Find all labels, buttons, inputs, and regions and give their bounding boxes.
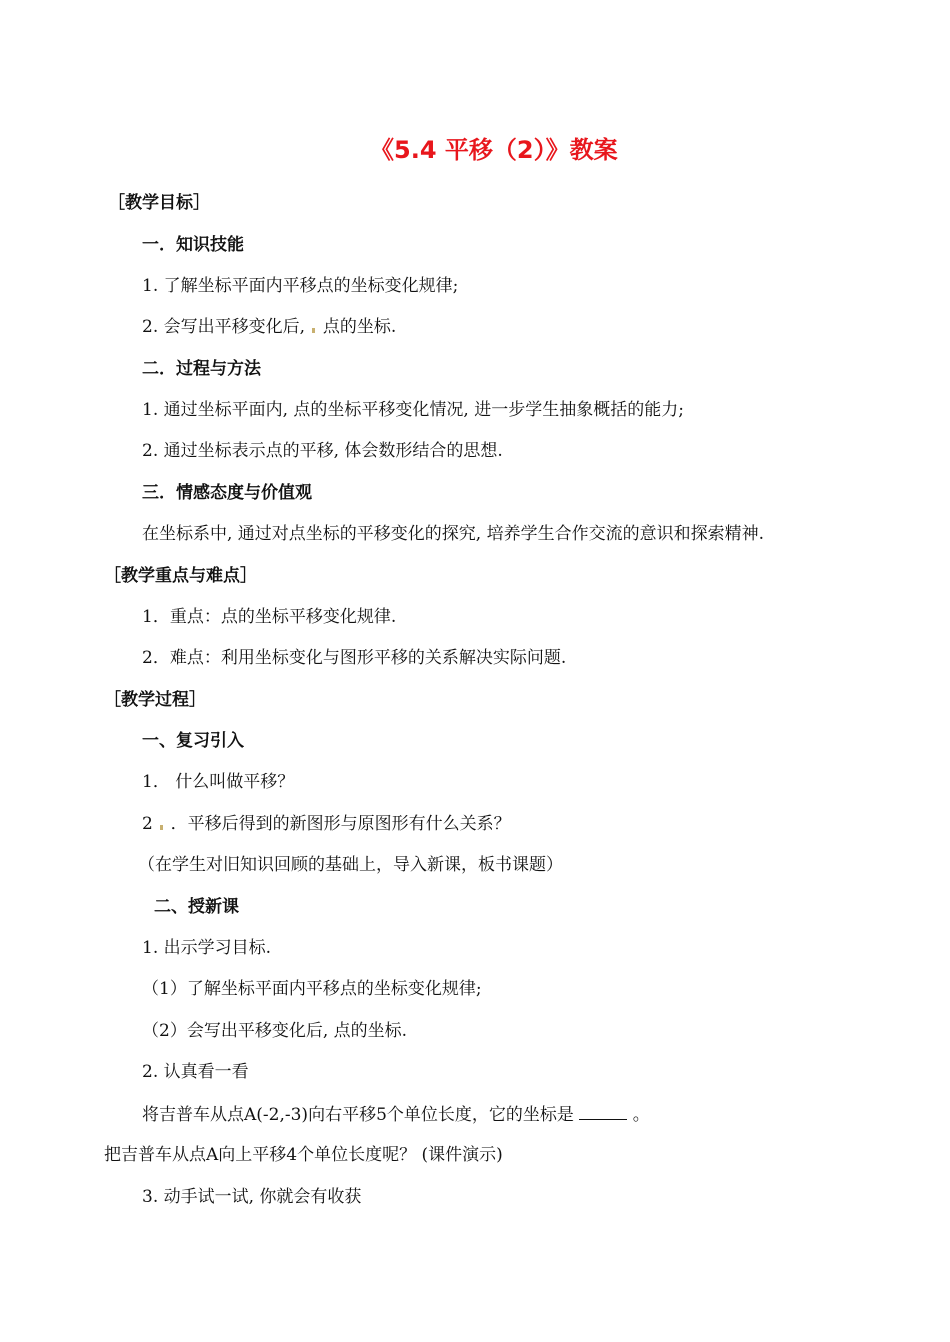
- process-item-1: 1. 通过坐标平面内, 点的坐标平移变化情况, 进一步学生抽象概括的能力;: [142, 400, 684, 420]
- document-title: 《5.4 平移（2）》教案: [370, 136, 618, 164]
- review-question-2-text: ．平移后得到的新图形与原图形有什么关系？: [170, 814, 511, 834]
- key-point-1: 1．重点：点的坐标平移变化规律.: [142, 607, 397, 627]
- knowledge-item-2: [142, 316, 396, 338]
- objectives-heading: ［教学目标］: [108, 193, 210, 213]
- jeep-question-2: 把吉普车从点A向上平移4个单位长度呢？ (课件演示): [104, 1145, 503, 1165]
- new-lesson-item-3: 3. 动手试一试, 你就会有收获: [142, 1187, 362, 1207]
- knowledge-item-1: 1. 了解坐标平面内平移点的坐标变化规律;: [142, 276, 459, 296]
- jeep-question-1: [142, 1103, 650, 1126]
- new-lesson-goal-2: （2）会写出平移变化后, 点的坐标.: [142, 1021, 408, 1041]
- emotion-text: 在坐标系中, 通过对点坐标的平移变化的探究, 培养学生合作交流的意识和探索精神.: [142, 524, 765, 544]
- stray-mark: [160, 825, 163, 830]
- answer-blank: [579, 1103, 627, 1120]
- procedure-heading: ［教学过程］: [104, 690, 206, 710]
- key-point-2: 2．难点：利用坐标变化与图形平移的关系解决实际问题.: [142, 648, 567, 668]
- emotion-heading: 三．情感态度与价值观: [142, 483, 312, 503]
- knowledge-item-2-part-a: 2. 会写出平移变化后,: [142, 317, 306, 337]
- new-lesson-item-2: 2. 认真看一看: [142, 1062, 249, 1082]
- new-lesson-heading: 二、授新课: [154, 897, 239, 917]
- knowledge-item-2-part-b: 点的坐标.: [322, 317, 397, 337]
- jeep-question-1-text: 将吉普车从点A(-2,-3)向右平移5个单位长度，它的坐标是: [142, 1105, 574, 1125]
- review-question-1: 1． 什么叫做平移？: [142, 772, 295, 792]
- stray-mark: [312, 328, 315, 333]
- review-question-2: [142, 813, 511, 835]
- jeep-question-1-end: 。: [632, 1105, 650, 1125]
- process-heading: 二．过程与方法: [142, 359, 261, 379]
- review-note: （在学生对旧知识回顾的基础上，导入新课，板书课题）: [138, 855, 563, 875]
- new-lesson-item-1: 1. 出示学习目标.: [142, 938, 272, 958]
- key-points-heading: ［教学重点与难点］: [104, 566, 257, 586]
- review-question-2-number: 2: [142, 814, 153, 834]
- review-heading: 一、复习引入: [142, 731, 244, 751]
- knowledge-heading: 一．知识技能: [142, 235, 244, 255]
- new-lesson-goal-1: （1）了解坐标平面内平移点的坐标变化规律;: [142, 979, 482, 999]
- process-item-2: 2. 通过坐标表示点的平移, 体会数形结合的思想.: [142, 441, 503, 461]
